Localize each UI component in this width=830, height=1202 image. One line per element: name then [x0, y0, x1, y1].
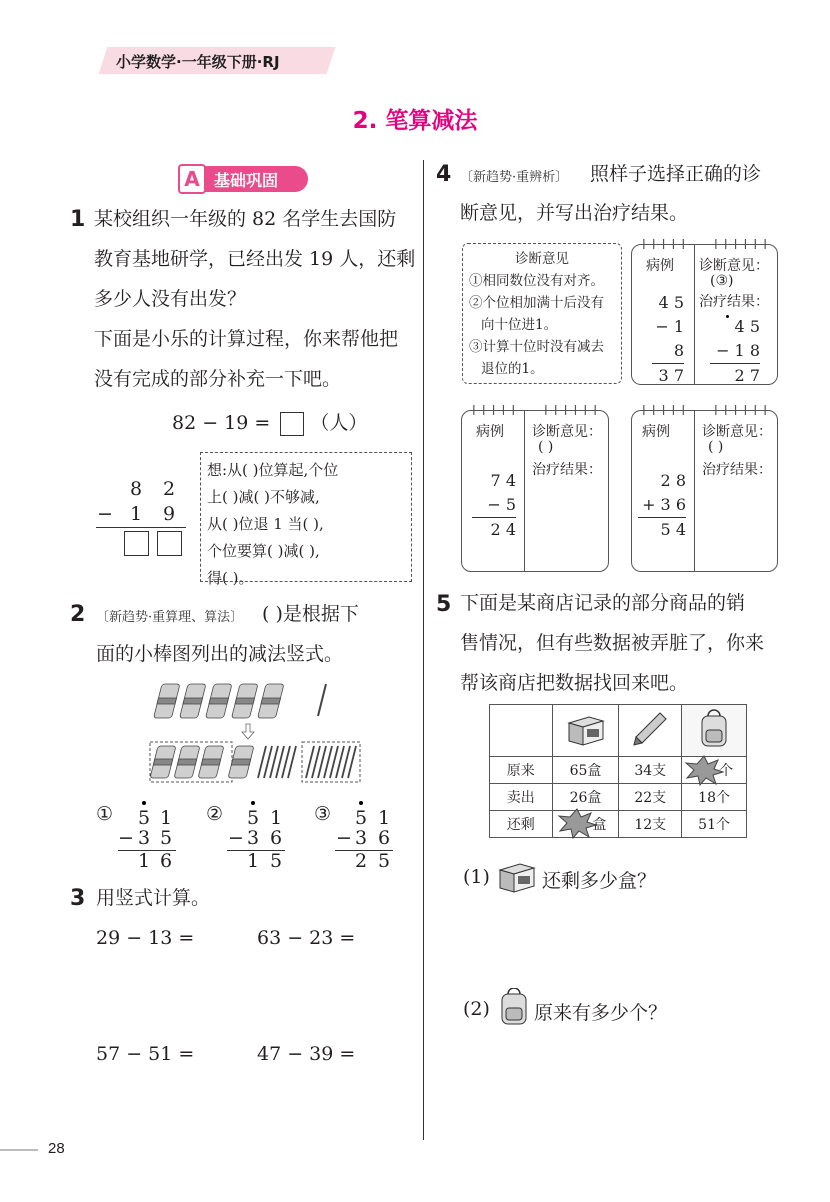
- notebook-rings: [632, 237, 777, 251]
- backpack-icon: [694, 708, 734, 750]
- q1-vert-top-ones: 2: [163, 478, 176, 500]
- q5-line: 下面是某商店记录的部分商品的销: [460, 592, 746, 614]
- q2-opt1-result-ones: 6: [160, 850, 173, 872]
- table-cell: 22支: [619, 784, 682, 811]
- q2-opt1-bottom-tens: 3: [138, 827, 151, 849]
- q1-vert-ans-tens[interactable]: [124, 531, 149, 556]
- table-cell: 51个: [682, 811, 747, 838]
- table-cell-smudged: [682, 757, 747, 784]
- q2-text-1: ( )是根据下: [262, 603, 359, 625]
- q2-opt3-op: −: [336, 827, 352, 849]
- table-cell-smudged: [552, 811, 619, 838]
- q2-opt2-bottom-tens: 3: [247, 827, 260, 849]
- q2-option-3-label: ③: [314, 803, 332, 825]
- notebook-case-2: [461, 410, 609, 572]
- calc-row: 2 8: [660, 471, 686, 490]
- q2-opt2-result-tens: 1: [247, 850, 260, 872]
- diagnosis-box: [462, 243, 622, 384]
- sticks-figure: [148, 680, 363, 785]
- q4-tag: 〔新趋势·重辨析〕: [460, 170, 569, 185]
- notebook-case-3: [631, 410, 778, 572]
- q4-number: 4: [436, 162, 452, 187]
- q1-vert-bottom-tens: 1: [130, 503, 143, 525]
- q1-line: 下面是小乐的计算过程，你来帮他把: [94, 328, 399, 350]
- q2-option-2-label: ②: [206, 803, 224, 825]
- q1-vert-top-tens: 8: [130, 478, 143, 500]
- pencil-item-cell: [619, 705, 682, 757]
- box-icon: [563, 709, 607, 749]
- q3-problem-4: 47 − 39 =: [257, 1043, 356, 1065]
- row-label: 卖出: [490, 784, 553, 811]
- calc-row: 7 4: [490, 471, 516, 490]
- calc-row: − 1 8: [655, 317, 684, 360]
- q4-text-1: 照样子选择正确的诊: [590, 163, 762, 185]
- q2-opt1-top-ones: 1: [160, 807, 173, 829]
- notebook-split: [694, 245, 695, 384]
- notebook-split: [694, 411, 695, 571]
- cell-text: 个: [719, 763, 734, 779]
- diagnosis-item: ③计算十位时没有减去: [469, 339, 604, 355]
- q2-opt2-top-ones: 1: [270, 807, 283, 829]
- q1-think-line: 得( )。: [207, 569, 254, 587]
- calc-row: 3 7: [652, 363, 684, 388]
- opinion-blank[interactable]: ( ): [708, 439, 724, 455]
- q3-problem-3: 57 − 51 =: [96, 1043, 195, 1065]
- backpack-icon: [496, 988, 532, 1028]
- ink-splat-icon: [557, 807, 597, 841]
- q3-text: 用竖式计算。: [96, 887, 211, 909]
- q5-number: 5: [436, 592, 452, 617]
- q2-opt2-op: −: [228, 827, 244, 849]
- q1-think-line: 个位要算( )减( ),: [207, 542, 320, 560]
- row-label: 原来: [490, 757, 553, 784]
- q1-line: 多少人没有出发？: [94, 288, 247, 310]
- q1-equation: [172, 408, 367, 436]
- q4-text-2: 断意见，并写出治疗结果。: [460, 202, 689, 224]
- backpack-item-cell: [682, 705, 747, 757]
- opinion-label: 诊断意见：: [702, 424, 772, 440]
- case-2-calc: [472, 469, 516, 542]
- table-corner: [490, 705, 553, 757]
- calc-row: − 5: [487, 495, 516, 514]
- opinion-label: 诊断意见：: [532, 424, 602, 440]
- cell-text: 盒: [592, 817, 607, 833]
- q2-opt3-result-ones: 5: [378, 850, 391, 872]
- q1-vert-ans-ones[interactable]: [157, 531, 182, 556]
- q1-think-line: 想:从( )位算起,个位: [207, 461, 339, 479]
- opinion-blank[interactable]: ( ): [538, 439, 554, 455]
- diagnosis-item: ②个位相加满十后没有: [469, 295, 604, 311]
- notebook-rings: [632, 403, 777, 417]
- q3-number: 3: [70, 886, 86, 911]
- q5-sub2-label: (2): [463, 998, 490, 1020]
- footer-rule: [0, 1149, 38, 1151]
- sample-answer: (③): [710, 273, 734, 289]
- table-header-row: [490, 705, 747, 757]
- table-cell: 26盒: [552, 784, 619, 811]
- q2-opt1-bottom-ones: 5: [160, 827, 173, 849]
- notebook-sample: [631, 244, 778, 385]
- diagnosis-item: 退位的1。: [481, 361, 544, 377]
- box-item-cell: [552, 705, 619, 757]
- q1-unit: （人）: [310, 412, 368, 434]
- q1-equation-text: 82 − 19 =: [172, 412, 271, 434]
- calc-row: + 3 6: [642, 495, 686, 514]
- calc-row: 4 5: [658, 293, 684, 312]
- q2-tag: 〔新趋势·重算理、算法〕: [96, 610, 244, 625]
- q2-opt1-op: −: [118, 827, 134, 849]
- case-label: 病例: [476, 424, 504, 440]
- q5-sub1-text: 还剩多少盒？: [542, 870, 657, 892]
- table-row: [490, 811, 747, 838]
- table-cell: 34支: [619, 757, 682, 784]
- carry-dot: [251, 801, 255, 805]
- case-label: 病例: [646, 258, 674, 274]
- sticks-top-row: [154, 684, 326, 718]
- q1-vert-line: [96, 527, 186, 528]
- sales-table: [489, 704, 747, 838]
- book-title: 小学数学·一年级下册·RJ: [116, 53, 280, 71]
- q1-line: 教育基地研学，已经出发 19 人，还剩: [94, 248, 416, 270]
- carry-dot: [359, 801, 363, 805]
- pencil-icon: [630, 709, 670, 749]
- q1-line: 没有完成的部分补充一下吧。: [94, 368, 342, 390]
- table-cell: 65盒: [552, 757, 619, 784]
- q1-line: 某校组织一年级的 82 名学生去国防: [94, 208, 397, 230]
- q2-number: 2: [70, 602, 86, 627]
- calc-row: 4 5: [734, 317, 760, 336]
- q2-option-1-label: ①: [96, 803, 114, 825]
- notebook-rings: [462, 403, 608, 417]
- section-badge-letter: A: [178, 164, 206, 194]
- q5-text: [460, 583, 790, 703]
- arrow-down-icon: [242, 724, 254, 739]
- calc-row: 5 4: [638, 517, 686, 542]
- carry-dot: [142, 801, 146, 805]
- q1-number: 1: [70, 207, 86, 232]
- q1-vert-bottom-ones: 9: [163, 503, 176, 525]
- q5-sub1-label: (1): [463, 866, 490, 888]
- table-cell: 12支: [619, 811, 682, 838]
- q1-think-line: 上( )减( )不够减,: [207, 488, 320, 506]
- case-label: 病例: [642, 424, 670, 440]
- q2-opt1-top-tens: 5: [138, 807, 151, 829]
- sample-case-calc: [652, 291, 684, 388]
- calc-row: 2 4: [472, 517, 516, 542]
- row-label: 还剩: [490, 811, 553, 838]
- diagnosis-item: 向十位进1。: [481, 317, 558, 333]
- section-badge-label: 基础巩固: [214, 171, 279, 190]
- q2-opt2-top-tens: 5: [247, 807, 260, 829]
- table-cell: 18个: [682, 784, 747, 811]
- opinion-label: 诊断意见：: [699, 258, 769, 274]
- q3-problem-2: 63 − 23 =: [257, 927, 356, 949]
- notebook-split: [524, 411, 525, 571]
- q1-think-line: 从( )位退 1 当( ),: [207, 515, 324, 533]
- q5-line: 售情况，但有些数据被弄脏了，你来: [460, 632, 765, 654]
- q2-opt2-result-ones: 5: [270, 850, 283, 872]
- column-divider: [423, 160, 424, 1140]
- q2-opt3-top-tens: 5: [355, 807, 368, 829]
- q1-think-box: [200, 452, 412, 587]
- q1-text: [94, 199, 416, 399]
- page-title: 2. 笔算减法: [352, 108, 478, 134]
- q1-vert-op: −: [97, 503, 113, 525]
- q2-opt1-result-tens: 1: [138, 850, 151, 872]
- table-row: [490, 757, 747, 784]
- box-icon: [494, 856, 540, 896]
- calc-row: 2 7: [710, 363, 760, 388]
- page-number: 28: [48, 1140, 65, 1157]
- calc-row: − 1 8: [716, 341, 760, 360]
- q2-opt3-bottom-ones: 6: [378, 827, 391, 849]
- q2-opt2-bottom-ones: 6: [270, 827, 283, 849]
- case-3-calc: [638, 469, 686, 542]
- q2-text-2: 面的小棒图列出的减法竖式。: [96, 643, 344, 665]
- q3-problem-1: 29 − 13 =: [96, 927, 195, 949]
- q2-opt3-top-ones: 1: [378, 807, 391, 829]
- result-label: 治疗结果：: [702, 462, 772, 478]
- diagnosis-title: 诊断意见: [515, 251, 569, 267]
- q5-sub2-text: 原来有多少个？: [534, 1002, 668, 1024]
- q1-answer-box[interactable]: [280, 412, 304, 436]
- q2-opt3-result-tens: 2: [355, 850, 368, 872]
- result-label: 治疗结果：: [699, 294, 769, 310]
- q5-line: 帮该商店把数据找回来吧。: [460, 672, 689, 694]
- diagnosis-item: ①相同数位没有对齐。: [469, 273, 604, 289]
- sample-fix-calc: [710, 315, 760, 388]
- result-label: 治疗结果：: [532, 462, 602, 478]
- table-row: [490, 784, 747, 811]
- q2-opt3-bottom-tens: 3: [355, 827, 368, 849]
